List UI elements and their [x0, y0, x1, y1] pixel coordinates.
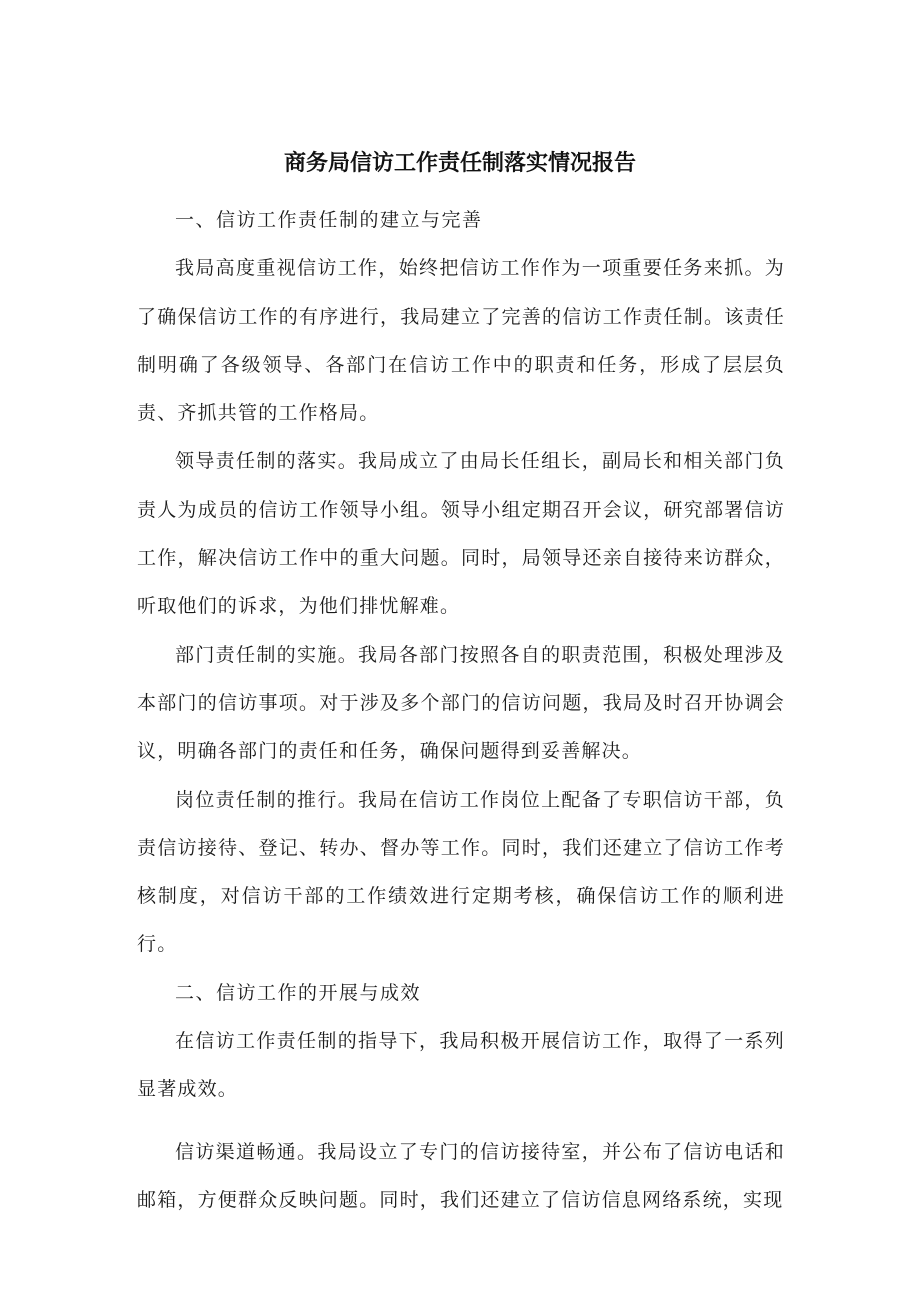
paragraph-post-responsibility: 岗位责任制的推行。我局在信访工作岗位上配备了专职信访干部，负责信访接待、登记、转办、督办等工作。同时，我们还建立了信访工作考核制度，对信访干部的工作绩效进行定期考核，确保信访工作的顺利进行。: [137, 788, 785, 956]
document-body: [137, 196, 785, 1224]
section-heading-1: 一、信访工作责任制的建立与完善: [175, 209, 483, 231]
paragraph-petition-channels: 信访渠道畅通。我局设立了专门的信访接待室，并公布了信访电话和邮箱，方便群众反映问题。同时，我们还建立了信访信息网络系统，实现: [137, 1140, 785, 1211]
paragraph-achievements-intro: 在信访工作责任制的指导下，我局积极开展信访工作，取得了一系列显著成效。: [137, 1030, 785, 1101]
section-heading-2: 二、信访工作的开展与成效: [175, 981, 422, 1004]
paragraph-department-responsibility: 部门责任制的实施。我局各部门按照各自的职责范围，积极处理涉及本部门的信访事项。对于涉及多个部门的信访问题，我局及时召开协调会议，明确各部门的责任和任务，确保问题得到妥善解决。: [137, 643, 785, 763]
paragraph-leadership-responsibility: 领导责任制的落实。我局成立了由局长任组长，副局长和相关部门负责人为成员的信访工作领导小组。领导小组定期召开会议，研究部署信访工作，解决信访工作中的重大问题。同时，局领导还亲自接待来访群众，听取他们的诉求，为他们排忧解难。: [137, 450, 785, 618]
paragraph-intro: 我局高度重视信访工作，始终把信访工作作为一项重要任务来抓。为了确保信访工作的有序进行，我局建立了完善的信访工作责任制。该责任制明确了各级领导、各部门在信访工作中的职责和任务，形成了层层负责、齐抓共管的工作格局。: [137, 257, 785, 425]
document-title: 商务局信访工作责任制落实情况报告: [283, 151, 636, 176]
